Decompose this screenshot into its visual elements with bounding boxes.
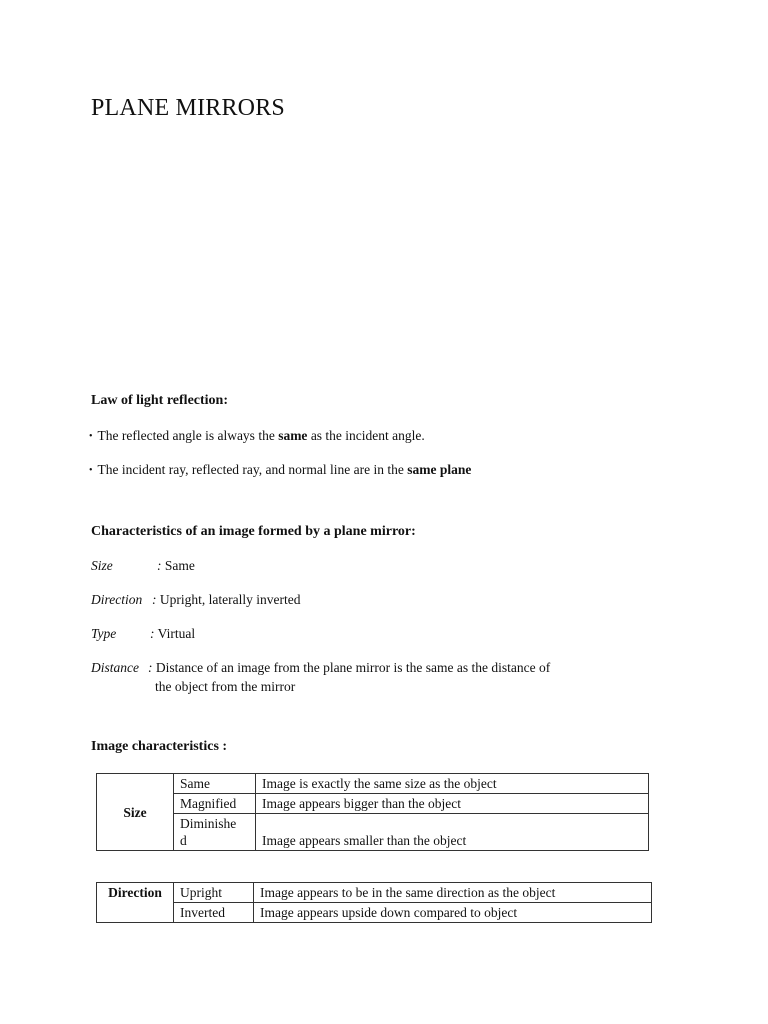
char-distance-row (91, 660, 139, 676)
size-desc-magnified: Image appears bigger than the object (256, 794, 649, 814)
table-row (97, 794, 649, 814)
direction-desc-upright: Image appears to be in the same direction as the object (254, 883, 652, 903)
law-bullet-2-bold: same plane (407, 462, 472, 477)
law-bullet-1-bold: same (278, 428, 308, 443)
table-row (97, 903, 652, 923)
direction-table (96, 882, 652, 923)
char-size-value-text: Same (164, 558, 195, 573)
image-characteristics-heading: Image characteristics : (91, 739, 228, 754)
char-direction-value-text: Upright, laterally inverted (159, 592, 301, 607)
size-term-diminished-line1: Diminishe (180, 816, 237, 831)
char-type-value: : Virtual (150, 626, 196, 641)
size-desc-diminished: Image appears smaller than the object (256, 814, 649, 851)
char-distance-value-line2: the object from the mirror (155, 679, 296, 694)
size-table (96, 773, 649, 851)
char-direction-label: Direction (91, 592, 143, 607)
char-direction-value: : Upright, laterally inverted (152, 592, 301, 607)
characteristics-heading: Characteristics of an image formed by a plane mirror: (91, 524, 416, 539)
direction-row-header: Direction (97, 883, 174, 923)
direction-term-inverted: Inverted (174, 903, 254, 923)
char-direction-row (91, 592, 142, 608)
bullet-icon: • (89, 431, 93, 442)
page-title: PLANE MIRRORS (91, 95, 285, 121)
size-desc-same: Image is exactly the same size as the object (256, 774, 649, 794)
char-size-label: Size (91, 558, 113, 573)
char-type-label: Type (91, 626, 117, 641)
bullet-icon: • (89, 465, 93, 476)
direction-desc-inverted: Image appears upside down compared to object (254, 903, 652, 923)
char-type-value-text: Virtual (157, 626, 196, 641)
char-type-row (91, 626, 116, 642)
law-bullet-2 (89, 462, 471, 478)
char-size-row (91, 558, 113, 574)
char-distance-value-line1: Distance of an image from the plane mirror is the same as the distance of (155, 660, 551, 675)
table-row (97, 814, 649, 851)
law-bullet-1-before: The reflected angle is always the (97, 428, 279, 443)
size-term-diminished (174, 814, 256, 851)
table-row (97, 774, 649, 794)
char-distance-label: Distance (91, 660, 139, 675)
size-term-magnified: Magnified (174, 794, 256, 814)
law-bullet-2-before: The incident ray, reflected ray, and normal line are in the (97, 462, 408, 477)
law-bullet-1-after: as the incident angle. (307, 428, 425, 443)
size-term-diminished-line2: d (180, 833, 187, 848)
direction-term-upright: Upright (174, 883, 254, 903)
law-heading: Law of light reflection: (91, 393, 228, 408)
table-row (97, 883, 652, 903)
law-bullet-1 (89, 428, 425, 444)
char-size-value: : Same (157, 558, 195, 573)
size-term-same: Same (174, 774, 256, 794)
size-row-header: Size (97, 774, 174, 851)
char-distance-value: : Distance of an image from the plane mirror is the same as the distance of (148, 660, 551, 675)
